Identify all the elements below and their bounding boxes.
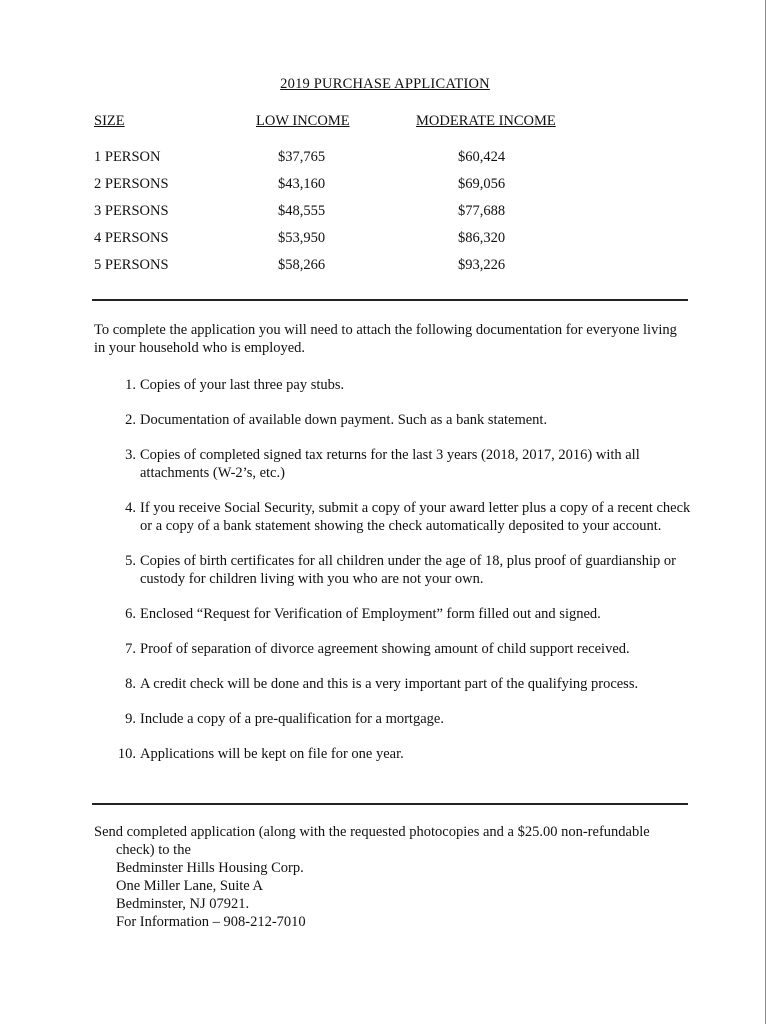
divider-rule: [92, 803, 688, 805]
moderate-income-limit: $69,056: [458, 176, 506, 192]
list-item-number: 5.: [125, 553, 136, 569]
list-item-number: 9.: [125, 711, 136, 727]
list-item: [94, 640, 694, 658]
list-item: [94, 605, 694, 623]
income-row: [0, 230, 770, 250]
income-row: [0, 203, 770, 223]
moderate-income-limit: $60,424: [458, 149, 506, 165]
low-income-limit: $53,950: [278, 230, 326, 246]
moderate-income-limit: $77,688: [458, 203, 506, 219]
household-size: 1 PERSON: [94, 149, 161, 165]
list-item-text: Copies of completed signed tax returns for the last 3 years (2018, 2017, 2016) with all attachments (W-2’s, etc.): [140, 447, 640, 481]
list-item-number: 7.: [125, 641, 136, 657]
list-item-text: Copies of your last three pay stubs.: [140, 377, 345, 393]
list-item: [94, 675, 694, 693]
list-item-text: Applications will be kept on file for one year.: [140, 746, 404, 762]
documentation-list: [94, 376, 694, 780]
list-item-number: 6.: [125, 606, 136, 622]
street-address: One Miller Lane, Suite A: [116, 878, 263, 894]
city-state-zip: Bedminster, NJ 07921.: [116, 896, 250, 912]
list-item-text: Enclosed “Request for Verification of Employment” form filled out and signed.: [140, 606, 601, 622]
list-item-number: 2.: [125, 412, 136, 428]
list-item-number: 8.: [125, 676, 136, 692]
income-row: [0, 257, 770, 277]
send-instructions-line: Send completed application (along with the requested photocopies and a $25.00 non-refundable: [94, 824, 650, 840]
list-item: [94, 745, 694, 763]
list-item-number: 4.: [125, 500, 136, 516]
low-income-limit: $43,160: [278, 176, 326, 192]
mailing-instructions: [94, 823, 694, 931]
column-header-moderate-income: MODERATE INCOME: [416, 113, 556, 129]
send-instructions-continuation: check) to the: [116, 842, 191, 858]
household-size: 5 PERSONS: [94, 257, 169, 273]
income-row: [0, 176, 770, 196]
list-item-text: Copies of birth certificates for all children under the age of 18, plus proof of guardianship or custody for children living with you who are not your own.: [140, 553, 676, 587]
page-title: 2019 PURCHASE APPLICATION: [280, 76, 490, 92]
column-header-size: SIZE: [94, 113, 125, 129]
low-income-limit: $48,555: [278, 203, 326, 219]
household-size: 3 PERSONS: [94, 203, 169, 219]
list-item-number: 10.: [117, 746, 136, 762]
list-item-text: If you receive Social Security, submit a copy of your award letter plus a copy of a recent check or a copy of a bank statement showing the check automatically deposited to your account.: [140, 500, 691, 534]
list-item-text: Documentation of available down payment. Such as a bank statement.: [140, 412, 548, 428]
list-item: [94, 710, 694, 728]
list-item-number: 1.: [125, 377, 136, 393]
contact-phone: For Information – 908-212-7010: [116, 914, 306, 930]
low-income-limit: $37,765: [278, 149, 326, 165]
income-row: [0, 149, 770, 169]
list-item-text: Proof of separation of divorce agreement showing amount of child support received.: [140, 641, 630, 657]
household-size: 4 PERSONS: [94, 230, 169, 246]
list-item-text: A credit check will be done and this is a very important part of the qualifying process.: [140, 676, 639, 692]
low-income-limit: $58,266: [278, 257, 326, 273]
list-item-number: 3.: [125, 447, 136, 463]
list-item-text: Include a copy of a pre-qualification for a mortgage.: [140, 711, 444, 727]
list-item: [94, 446, 694, 482]
list-item: [94, 499, 694, 535]
list-item: [94, 411, 694, 429]
moderate-income-limit: $86,320: [458, 230, 506, 246]
intro-paragraph: To complete the application you will need to attach the following documentation for everyone living in your household who is employed.: [94, 322, 677, 356]
column-header-low-income: LOW INCOME: [256, 113, 350, 129]
organization-name: Bedminster Hills Housing Corp.: [116, 860, 304, 876]
moderate-income-limit: $93,226: [458, 257, 506, 273]
list-item: [94, 376, 694, 394]
list-item: [94, 552, 694, 588]
household-size: 2 PERSONS: [94, 176, 169, 192]
divider-rule: [92, 299, 688, 301]
